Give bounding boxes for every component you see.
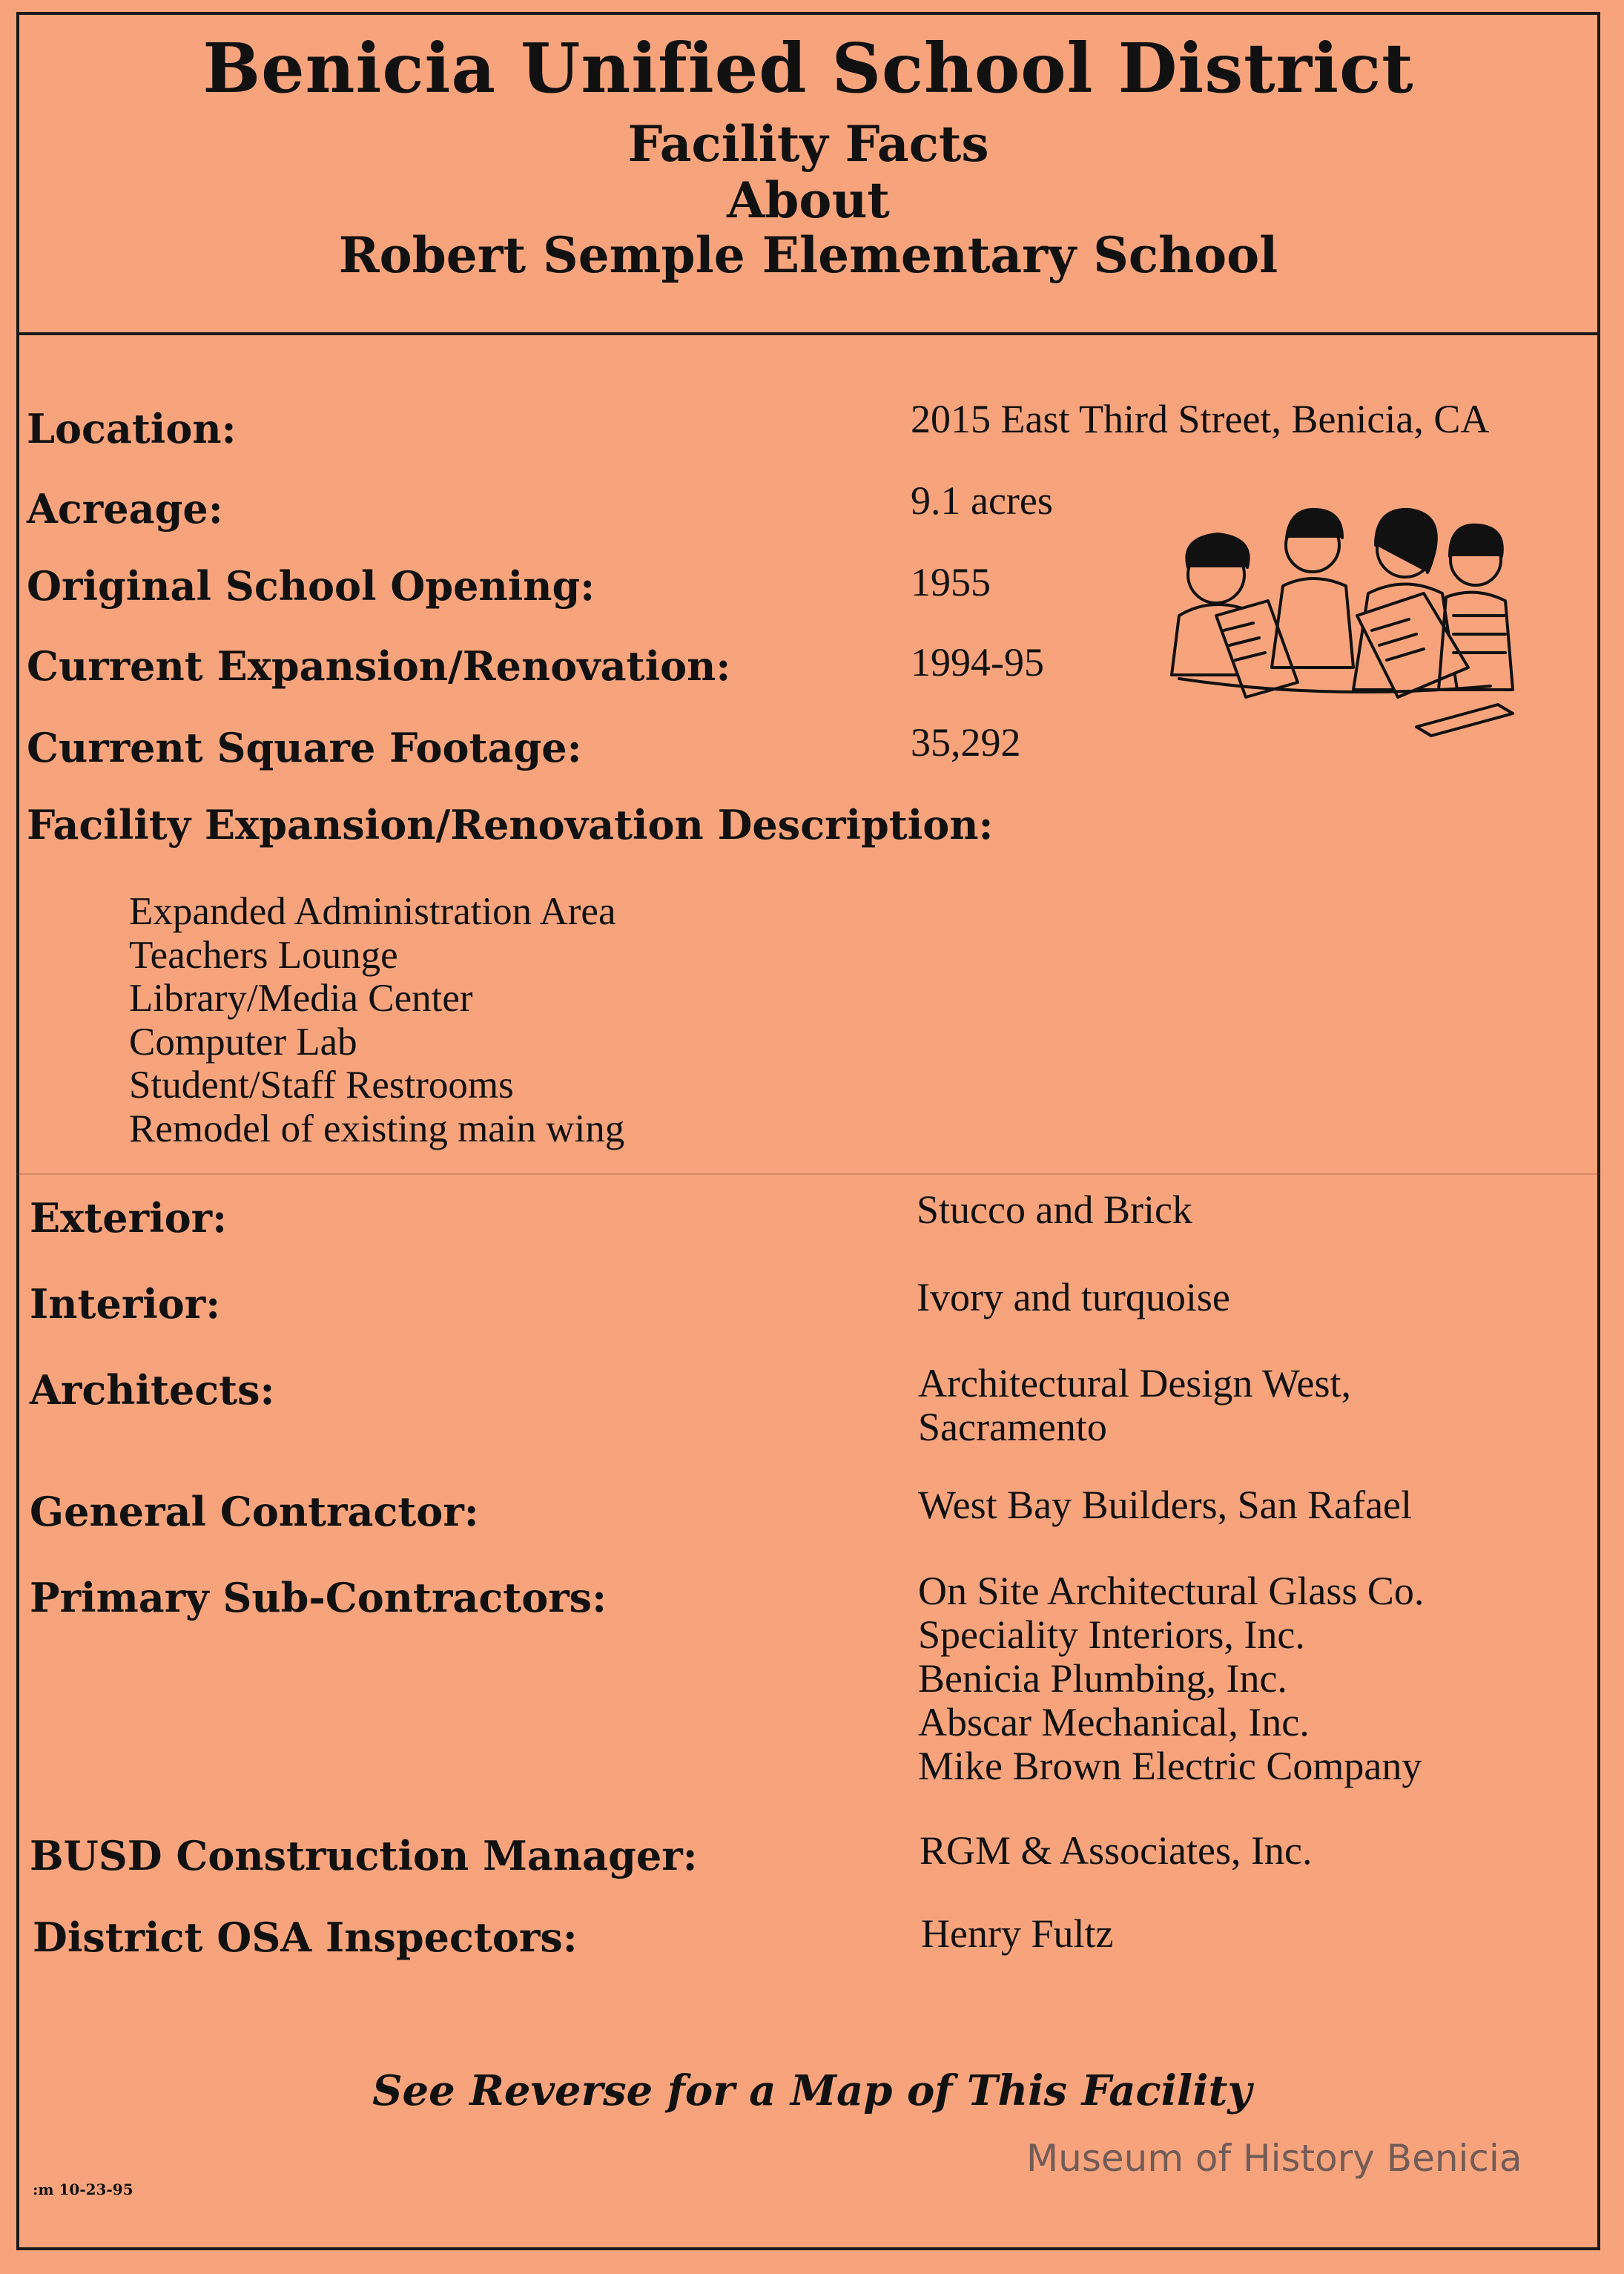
children-reading-illustration <box>1135 504 1535 749</box>
district-title: Benicia Unified School District <box>202 28 1414 108</box>
acreage-label: Acreage: <box>27 485 223 533</box>
general-contractor-label: General Contractor: <box>30 1488 479 1535</box>
sub-contractor-line: Benicia Plumbing, Inc. <box>918 1656 1287 1701</box>
sub-contractor-line: Speciality Interiors, Inc. <box>918 1612 1305 1657</box>
description-label: Facility Expansion/Renovation Description: <box>27 801 994 848</box>
interior-value: Ivory and turquoise <box>917 1275 1230 1319</box>
list-item: Student/Staff Restrooms <box>129 1064 514 1107</box>
list-item: Teachers Lounge <box>129 933 398 977</box>
location-label: Location: <box>27 405 237 452</box>
list-item: Expanded Administration Area <box>129 890 616 933</box>
osa-inspectors-value: Henry Fultz <box>921 1911 1114 1956</box>
fold-crease <box>16 1173 1600 1175</box>
square-footage-value: 35,292 <box>911 720 1021 765</box>
sub-contractor-line: Mike Brown Electric Company <box>918 1744 1422 1788</box>
original-opening-label: Original School Opening: <box>27 562 595 610</box>
school-name-heading: Robert Semple Elementary School <box>338 226 1278 284</box>
document-code: :m 10-23-95 <box>33 2181 133 2198</box>
exterior-value: Stucco and Brick <box>917 1187 1192 1232</box>
location-value: 2015 East Third Street, Benicia, CA <box>911 397 1490 441</box>
general-contractor-value: West Bay Builders, San Rafael <box>918 1483 1413 1527</box>
list-item: Computer Lab <box>129 1020 357 1064</box>
sub-contractors-value <box>918 1569 1424 1788</box>
exterior-label: Exterior: <box>30 1194 228 1242</box>
see-reverse-note: See Reverse for a Map of This Facility <box>372 2066 1252 2115</box>
osa-inspectors-label: District OSA Inspectors: <box>33 1914 578 1961</box>
architects-value <box>918 1362 1351 1449</box>
current-expansion-label: Current Expansion/Renovation: <box>27 642 731 690</box>
construction-manager-value: RGM & Associates, Inc. <box>920 1828 1313 1873</box>
list-item: Remodel of existing main wing <box>129 1107 625 1150</box>
sub-contractor-line: Abscar Mechanical, Inc. <box>918 1700 1310 1744</box>
facility-facts-heading: Facility Facts <box>627 115 989 173</box>
architects-line: Sacramento <box>918 1405 1107 1449</box>
header-box <box>16 12 1600 335</box>
sub-contractors-label: Primary Sub-Contractors: <box>30 1574 607 1621</box>
architects-label: Architects: <box>30 1366 275 1414</box>
construction-manager-label: BUSD Construction Manager: <box>30 1832 698 1879</box>
list-item: Library/Media Center <box>129 977 473 1020</box>
acreage-value: 9.1 acres <box>911 478 1053 523</box>
square-footage-label: Current Square Footage: <box>27 724 582 771</box>
interior-label: Interior: <box>30 1280 221 1328</box>
architects-line: Architectural Design West, <box>918 1361 1351 1405</box>
sub-contractor-line: On Site Architectural Glass Co. <box>918 1569 1425 1613</box>
original-opening-value: 1955 <box>911 560 991 604</box>
about-heading: About <box>727 171 890 229</box>
current-expansion-value: 1994-95 <box>911 640 1044 685</box>
description-list <box>129 890 624 1150</box>
museum-watermark: Museum of History Benicia <box>1026 2137 1522 2180</box>
